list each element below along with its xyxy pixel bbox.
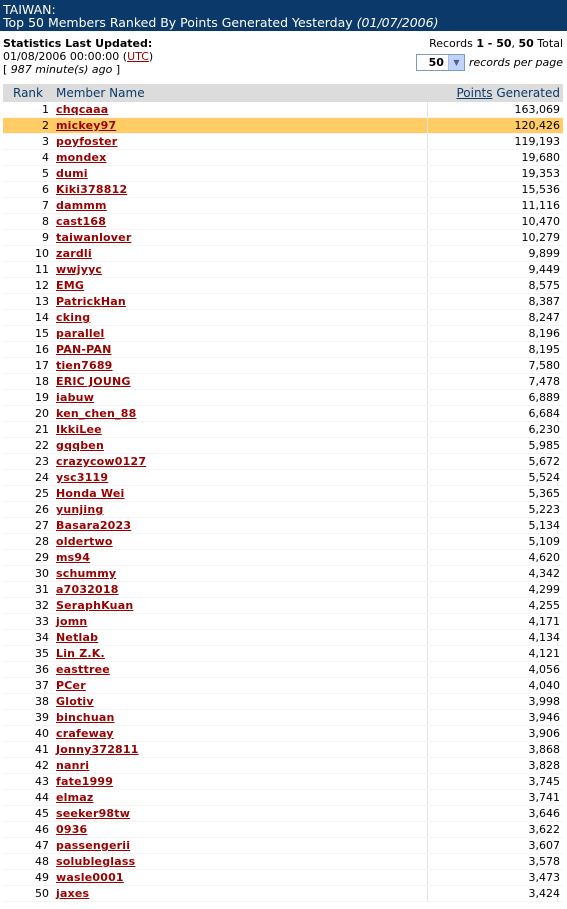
rank-cell: 37 xyxy=(3,678,53,694)
table-row xyxy=(3,566,563,582)
table-row xyxy=(3,838,563,854)
ranking-table-body xyxy=(3,102,563,902)
table-header-row xyxy=(3,84,563,102)
member-link[interactable]: Honda Wei xyxy=(56,487,125,500)
rank-cell: 3 xyxy=(3,134,53,150)
rank-cell: 36 xyxy=(3,662,53,678)
table-row xyxy=(3,710,563,726)
rank-cell: 2 xyxy=(3,118,53,134)
points-cell: 8,196 xyxy=(427,326,563,342)
member-cell xyxy=(53,550,427,566)
rank-cell: 20 xyxy=(3,406,53,422)
points-cell: 5,109 xyxy=(427,534,563,550)
rank-cell: 33 xyxy=(3,614,53,630)
member-cell xyxy=(53,214,427,230)
records-range: 1 - 50 xyxy=(476,37,512,50)
member-cell xyxy=(53,358,427,374)
table-row xyxy=(3,150,563,166)
rank-cell: 19 xyxy=(3,390,53,406)
points-cell: 4,299 xyxy=(427,582,563,598)
member-link[interactable]: Jonny372811 xyxy=(56,743,139,756)
member-link[interactable]: poyfoster xyxy=(56,135,118,148)
rank-cell: 28 xyxy=(3,534,53,550)
sort-points-link[interactable]: Points xyxy=(456,86,493,100)
rank-cell: 22 xyxy=(3,438,53,454)
table-row xyxy=(3,630,563,646)
points-cell: 4,134 xyxy=(427,630,563,646)
points-cell: 5,524 xyxy=(427,470,563,486)
points-cell: 3,868 xyxy=(427,742,563,758)
member-link[interactable]: cking xyxy=(56,311,91,324)
points-cell: 3,745 xyxy=(427,774,563,790)
member-link[interactable]: ysc3119 xyxy=(56,471,109,484)
column-header-member: Member Name xyxy=(53,84,427,102)
member-link[interactable]: ken_chen_88 xyxy=(56,407,137,420)
member-link[interactable]: Glotiv xyxy=(56,695,94,708)
rank-cell: 4 xyxy=(3,150,53,166)
member-link[interactable]: gqqben xyxy=(56,439,104,452)
records-sep: , xyxy=(511,37,519,50)
member-link[interactable]: chqcaaa xyxy=(56,103,109,116)
member-link[interactable]: Lin Z.K. xyxy=(56,647,105,660)
points-cell: 3,741 xyxy=(427,790,563,806)
member-cell xyxy=(53,342,427,358)
points-cell: 8,575 xyxy=(427,278,563,294)
rank-cell: 44 xyxy=(3,790,53,806)
table-row xyxy=(3,246,563,262)
points-cell: 7,580 xyxy=(427,358,563,374)
table-row xyxy=(3,294,563,310)
rank-cell: 24 xyxy=(3,470,53,486)
rank-cell: 7 xyxy=(3,198,53,214)
rank-cell: 49 xyxy=(3,870,53,886)
points-cell: 3,946 xyxy=(427,710,563,726)
points-cell: 9,449 xyxy=(427,262,563,278)
member-cell xyxy=(53,198,427,214)
member-link[interactable]: elmaz xyxy=(56,791,94,804)
member-cell xyxy=(53,870,427,886)
rank-cell: 17 xyxy=(3,358,53,374)
member-cell xyxy=(53,182,427,198)
records-total: 50 xyxy=(518,37,534,50)
page-title-date: (01/07/2006) xyxy=(356,15,439,30)
stats-ago-text: 987 minute(s) ago xyxy=(10,63,113,76)
member-cell xyxy=(53,790,427,806)
member-link[interactable]: dumi xyxy=(56,167,88,180)
rank-cell: 35 xyxy=(3,646,53,662)
table-row xyxy=(3,278,563,294)
member-cell xyxy=(53,758,427,774)
member-cell xyxy=(53,534,427,550)
table-row xyxy=(3,534,563,550)
points-cell: 3,998 xyxy=(427,694,563,710)
member-link[interactable]: seeker98tw xyxy=(56,807,131,820)
member-cell xyxy=(53,326,427,342)
rank-cell: 29 xyxy=(3,550,53,566)
member-link[interactable]: a7032018 xyxy=(56,583,119,596)
member-link[interactable]: tien7689 xyxy=(56,359,113,372)
rank-cell: 9 xyxy=(3,230,53,246)
points-cell: 8,247 xyxy=(427,310,563,326)
member-cell xyxy=(53,438,427,454)
table-row xyxy=(3,358,563,374)
table-row xyxy=(3,614,563,630)
member-link[interactable]: jaxes xyxy=(56,887,90,900)
member-link[interactable]: fate1999 xyxy=(56,775,114,788)
rank-cell: 18 xyxy=(3,374,53,390)
member-cell xyxy=(53,630,427,646)
points-cell: 4,056 xyxy=(427,662,563,678)
ranking-table xyxy=(3,84,563,902)
page-title-text: Top 50 Members Ranked By Points Generated Yesterday xyxy=(3,15,357,30)
rank-cell: 26 xyxy=(3,502,53,518)
member-link[interactable]: PCer xyxy=(56,679,86,692)
rank-cell: 41 xyxy=(3,742,53,758)
points-cell: 5,223 xyxy=(427,502,563,518)
table-row xyxy=(3,726,563,742)
rank-cell: 14 xyxy=(3,310,53,326)
points-cell: 119,193 xyxy=(427,134,563,150)
points-cell: 3,828 xyxy=(427,758,563,774)
member-link[interactable]: dammm xyxy=(56,199,107,212)
rank-cell: 50 xyxy=(3,886,53,902)
rank-cell: 11 xyxy=(3,262,53,278)
points-cell: 9,899 xyxy=(427,246,563,262)
member-link[interactable]: Basara2023 xyxy=(56,519,132,532)
points-cell: 3,906 xyxy=(427,726,563,742)
rank-cell: 16 xyxy=(3,342,53,358)
member-link[interactable]: ms94 xyxy=(56,551,91,564)
member-cell xyxy=(53,806,427,822)
table-row xyxy=(3,166,563,182)
points-cell: 3,473 xyxy=(427,870,563,886)
table-row xyxy=(3,134,563,150)
records-per-page-label: records per page xyxy=(468,56,563,69)
table-row xyxy=(3,374,563,390)
points-cell: 4,620 xyxy=(427,550,563,566)
table-row xyxy=(3,854,563,870)
rank-cell: 13 xyxy=(3,294,53,310)
records-summary xyxy=(416,37,563,50)
table-row xyxy=(3,502,563,518)
member-cell xyxy=(53,374,427,390)
member-link[interactable]: parallel xyxy=(56,327,105,340)
rank-cell: 45 xyxy=(3,806,53,822)
rank-cell: 38 xyxy=(3,694,53,710)
table-row xyxy=(3,262,563,278)
table-row xyxy=(3,406,563,422)
points-cell: 15,536 xyxy=(427,182,563,198)
points-cell: 3,607 xyxy=(427,838,563,854)
points-cell: 19,353 xyxy=(427,166,563,182)
table-row xyxy=(3,870,563,886)
points-cell: 4,171 xyxy=(427,614,563,630)
points-cell: 3,578 xyxy=(427,854,563,870)
per-page-control xyxy=(416,54,563,71)
points-cell: 4,040 xyxy=(427,678,563,694)
rank-cell: 31 xyxy=(3,582,53,598)
member-cell xyxy=(53,390,427,406)
member-cell xyxy=(53,150,427,166)
rank-cell: 43 xyxy=(3,774,53,790)
table-row xyxy=(3,598,563,614)
rank-cell: 8 xyxy=(3,214,53,230)
points-cell: 5,985 xyxy=(427,438,563,454)
member-link[interactable]: binchuan xyxy=(56,711,115,724)
member-link[interactable]: nanri xyxy=(56,759,90,772)
points-cell: 8,195 xyxy=(427,342,563,358)
member-link[interactable]: wwjyyc xyxy=(56,263,103,276)
records-label: Records xyxy=(429,37,477,50)
member-cell xyxy=(53,742,427,758)
member-cell xyxy=(53,566,427,582)
rank-cell: 1 xyxy=(3,102,53,118)
table-row xyxy=(3,806,563,822)
rank-cell: 39 xyxy=(3,710,53,726)
column-header-points xyxy=(427,84,563,102)
points-cell: 19,680 xyxy=(427,150,563,166)
points-cell: 5,134 xyxy=(427,518,563,534)
member-cell xyxy=(53,598,427,614)
stats-label: Statistics Last Updated: xyxy=(3,37,153,50)
member-cell xyxy=(53,662,427,678)
rank-cell: 30 xyxy=(3,566,53,582)
points-cell: 3,622 xyxy=(427,822,563,838)
member-link[interactable]: cast168 xyxy=(56,215,107,228)
member-link[interactable]: wasle0001 xyxy=(56,871,124,884)
points-cell: 4,121 xyxy=(427,646,563,662)
member-link[interactable]: iabuw xyxy=(56,391,95,404)
member-link[interactable]: SeraphKuan xyxy=(56,599,134,612)
member-link[interactable]: passengerii xyxy=(56,839,131,852)
member-cell xyxy=(53,774,427,790)
member-link[interactable]: solubleglass xyxy=(56,855,136,868)
rank-cell: 5 xyxy=(3,166,53,182)
table-row xyxy=(3,758,563,774)
stats-ago xyxy=(3,63,153,76)
stats-ago-close: ] xyxy=(112,63,121,76)
table-row xyxy=(3,454,563,470)
member-cell xyxy=(53,886,427,902)
points-cell: 3,646 xyxy=(427,806,563,822)
points-cell: 5,365 xyxy=(427,486,563,502)
rank-cell: 6 xyxy=(3,182,53,198)
member-cell xyxy=(53,278,427,294)
member-cell xyxy=(53,646,427,662)
page-title xyxy=(3,16,563,29)
table-row xyxy=(3,582,563,598)
rank-cell: 48 xyxy=(3,854,53,870)
table-row xyxy=(3,470,563,486)
rank-cell: 42 xyxy=(3,758,53,774)
table-row xyxy=(3,742,563,758)
table-row xyxy=(3,390,563,406)
chevron-down-icon[interactable]: ▼ xyxy=(448,55,464,70)
rank-cell: 25 xyxy=(3,486,53,502)
points-cell: 5,672 xyxy=(427,454,563,470)
member-cell xyxy=(53,582,427,598)
member-cell xyxy=(53,230,427,246)
table-row xyxy=(3,678,563,694)
rank-cell: 27 xyxy=(3,518,53,534)
points-cell: 4,255 xyxy=(427,598,563,614)
column-header-rank: Rank xyxy=(3,84,53,102)
rank-cell: 40 xyxy=(3,726,53,742)
member-cell xyxy=(53,838,427,854)
member-link[interactable]: ERIC JOUNG xyxy=(56,375,131,388)
rank-cell: 46 xyxy=(3,822,53,838)
member-link[interactable]: PatrickHan xyxy=(56,295,126,308)
table-row xyxy=(3,886,563,902)
stats-datetime-end: ) xyxy=(148,50,154,63)
stats-ago-open: [ xyxy=(3,63,11,76)
stats-datetime-text: 01/08/2006 00:00:00 ( xyxy=(3,50,128,63)
points-cell: 7,478 xyxy=(427,374,563,390)
member-link[interactable]: Netlab xyxy=(56,631,99,644)
member-link[interactable]: PAN-PAN xyxy=(56,343,112,356)
member-cell xyxy=(53,726,427,742)
member-cell xyxy=(53,470,427,486)
table-row xyxy=(3,822,563,838)
points-cell: 10,279 xyxy=(427,230,563,246)
member-link[interactable]: EMG xyxy=(56,279,85,292)
member-cell xyxy=(53,486,427,502)
member-cell xyxy=(53,406,427,422)
member-cell xyxy=(53,614,427,630)
member-link[interactable]: crafeway xyxy=(56,727,114,740)
table-row xyxy=(3,550,563,566)
member-cell xyxy=(53,694,427,710)
member-cell xyxy=(53,502,427,518)
member-cell xyxy=(53,262,427,278)
table-row xyxy=(3,326,563,342)
member-link[interactable]: Kiki378812 xyxy=(56,183,128,196)
member-link[interactable]: crazycow0127 xyxy=(56,455,147,468)
table-row xyxy=(3,646,563,662)
member-link[interactable]: IkkiLee xyxy=(56,423,102,436)
member-cell xyxy=(53,518,427,534)
member-cell xyxy=(53,422,427,438)
rank-cell: 23 xyxy=(3,454,53,470)
table-row xyxy=(3,198,563,214)
member-link[interactable]: jomn xyxy=(56,615,88,628)
member-link[interactable]: schummy xyxy=(56,567,117,580)
table-row xyxy=(3,438,563,454)
member-cell xyxy=(53,310,427,326)
member-cell xyxy=(53,102,427,118)
rank-cell: 12 xyxy=(3,278,53,294)
rank-cell: 15 xyxy=(3,326,53,342)
table-row xyxy=(3,662,563,678)
points-cell: 163,069 xyxy=(427,102,563,118)
points-cell: 4,342 xyxy=(427,566,563,582)
page-header xyxy=(0,0,567,31)
records-panel xyxy=(416,37,563,71)
table-row xyxy=(3,422,563,438)
member-cell xyxy=(53,822,427,838)
utc-link[interactable]: UTC xyxy=(127,50,149,63)
member-link[interactable]: zardli xyxy=(56,247,92,260)
member-cell xyxy=(53,246,427,262)
points-cell: 6,230 xyxy=(427,422,563,438)
member-link[interactable]: yunjing xyxy=(56,503,104,516)
rank-cell: 10 xyxy=(3,246,53,262)
stats-updated xyxy=(3,37,153,76)
points-cell: 11,116 xyxy=(427,198,563,214)
points-cell: 6,684 xyxy=(427,406,563,422)
table-row xyxy=(3,310,563,326)
member-cell xyxy=(53,454,427,470)
records-total-label: Total xyxy=(533,37,563,50)
table-row xyxy=(3,486,563,502)
stats-datetime xyxy=(3,50,153,63)
member-cell xyxy=(53,854,427,870)
rank-cell: 47 xyxy=(3,838,53,854)
table-row xyxy=(3,694,563,710)
records-per-page-value: 50 xyxy=(428,56,444,69)
table-row xyxy=(3,774,563,790)
member-link[interactable]: easttree xyxy=(56,663,110,676)
table-row xyxy=(3,230,563,246)
member-link[interactable]: 0936 xyxy=(56,823,88,836)
points-cell: 3,424 xyxy=(427,886,563,902)
table-row xyxy=(3,214,563,230)
table-row xyxy=(3,102,563,118)
member-link[interactable]: mondex xyxy=(56,151,107,164)
member-cell xyxy=(53,710,427,726)
table-row xyxy=(3,518,563,534)
member-cell xyxy=(53,678,427,694)
points-cell: 10,470 xyxy=(427,214,563,230)
member-cell xyxy=(53,118,427,134)
rank-cell: 34 xyxy=(3,630,53,646)
member-cell xyxy=(53,294,427,310)
stats-panel xyxy=(0,31,567,84)
table-row xyxy=(3,342,563,358)
records-per-page-select[interactable] xyxy=(416,54,465,71)
member-link[interactable]: taiwanlover xyxy=(56,231,132,244)
member-cell xyxy=(53,166,427,182)
table-row xyxy=(3,790,563,806)
rank-cell: 32 xyxy=(3,598,53,614)
points-cell: 120,426 xyxy=(427,118,563,134)
rank-cell: 21 xyxy=(3,422,53,438)
country-title: TAIWAN: xyxy=(3,2,56,17)
points-cell: 6,889 xyxy=(427,390,563,406)
table-row xyxy=(3,118,563,134)
points-cell: 8,387 xyxy=(427,294,563,310)
column-header-points-rest: Generated xyxy=(492,86,560,100)
member-cell xyxy=(53,134,427,150)
member-link[interactable]: mickey97 xyxy=(56,119,117,132)
table-row xyxy=(3,182,563,198)
member-link[interactable]: oldertwo xyxy=(56,535,113,548)
